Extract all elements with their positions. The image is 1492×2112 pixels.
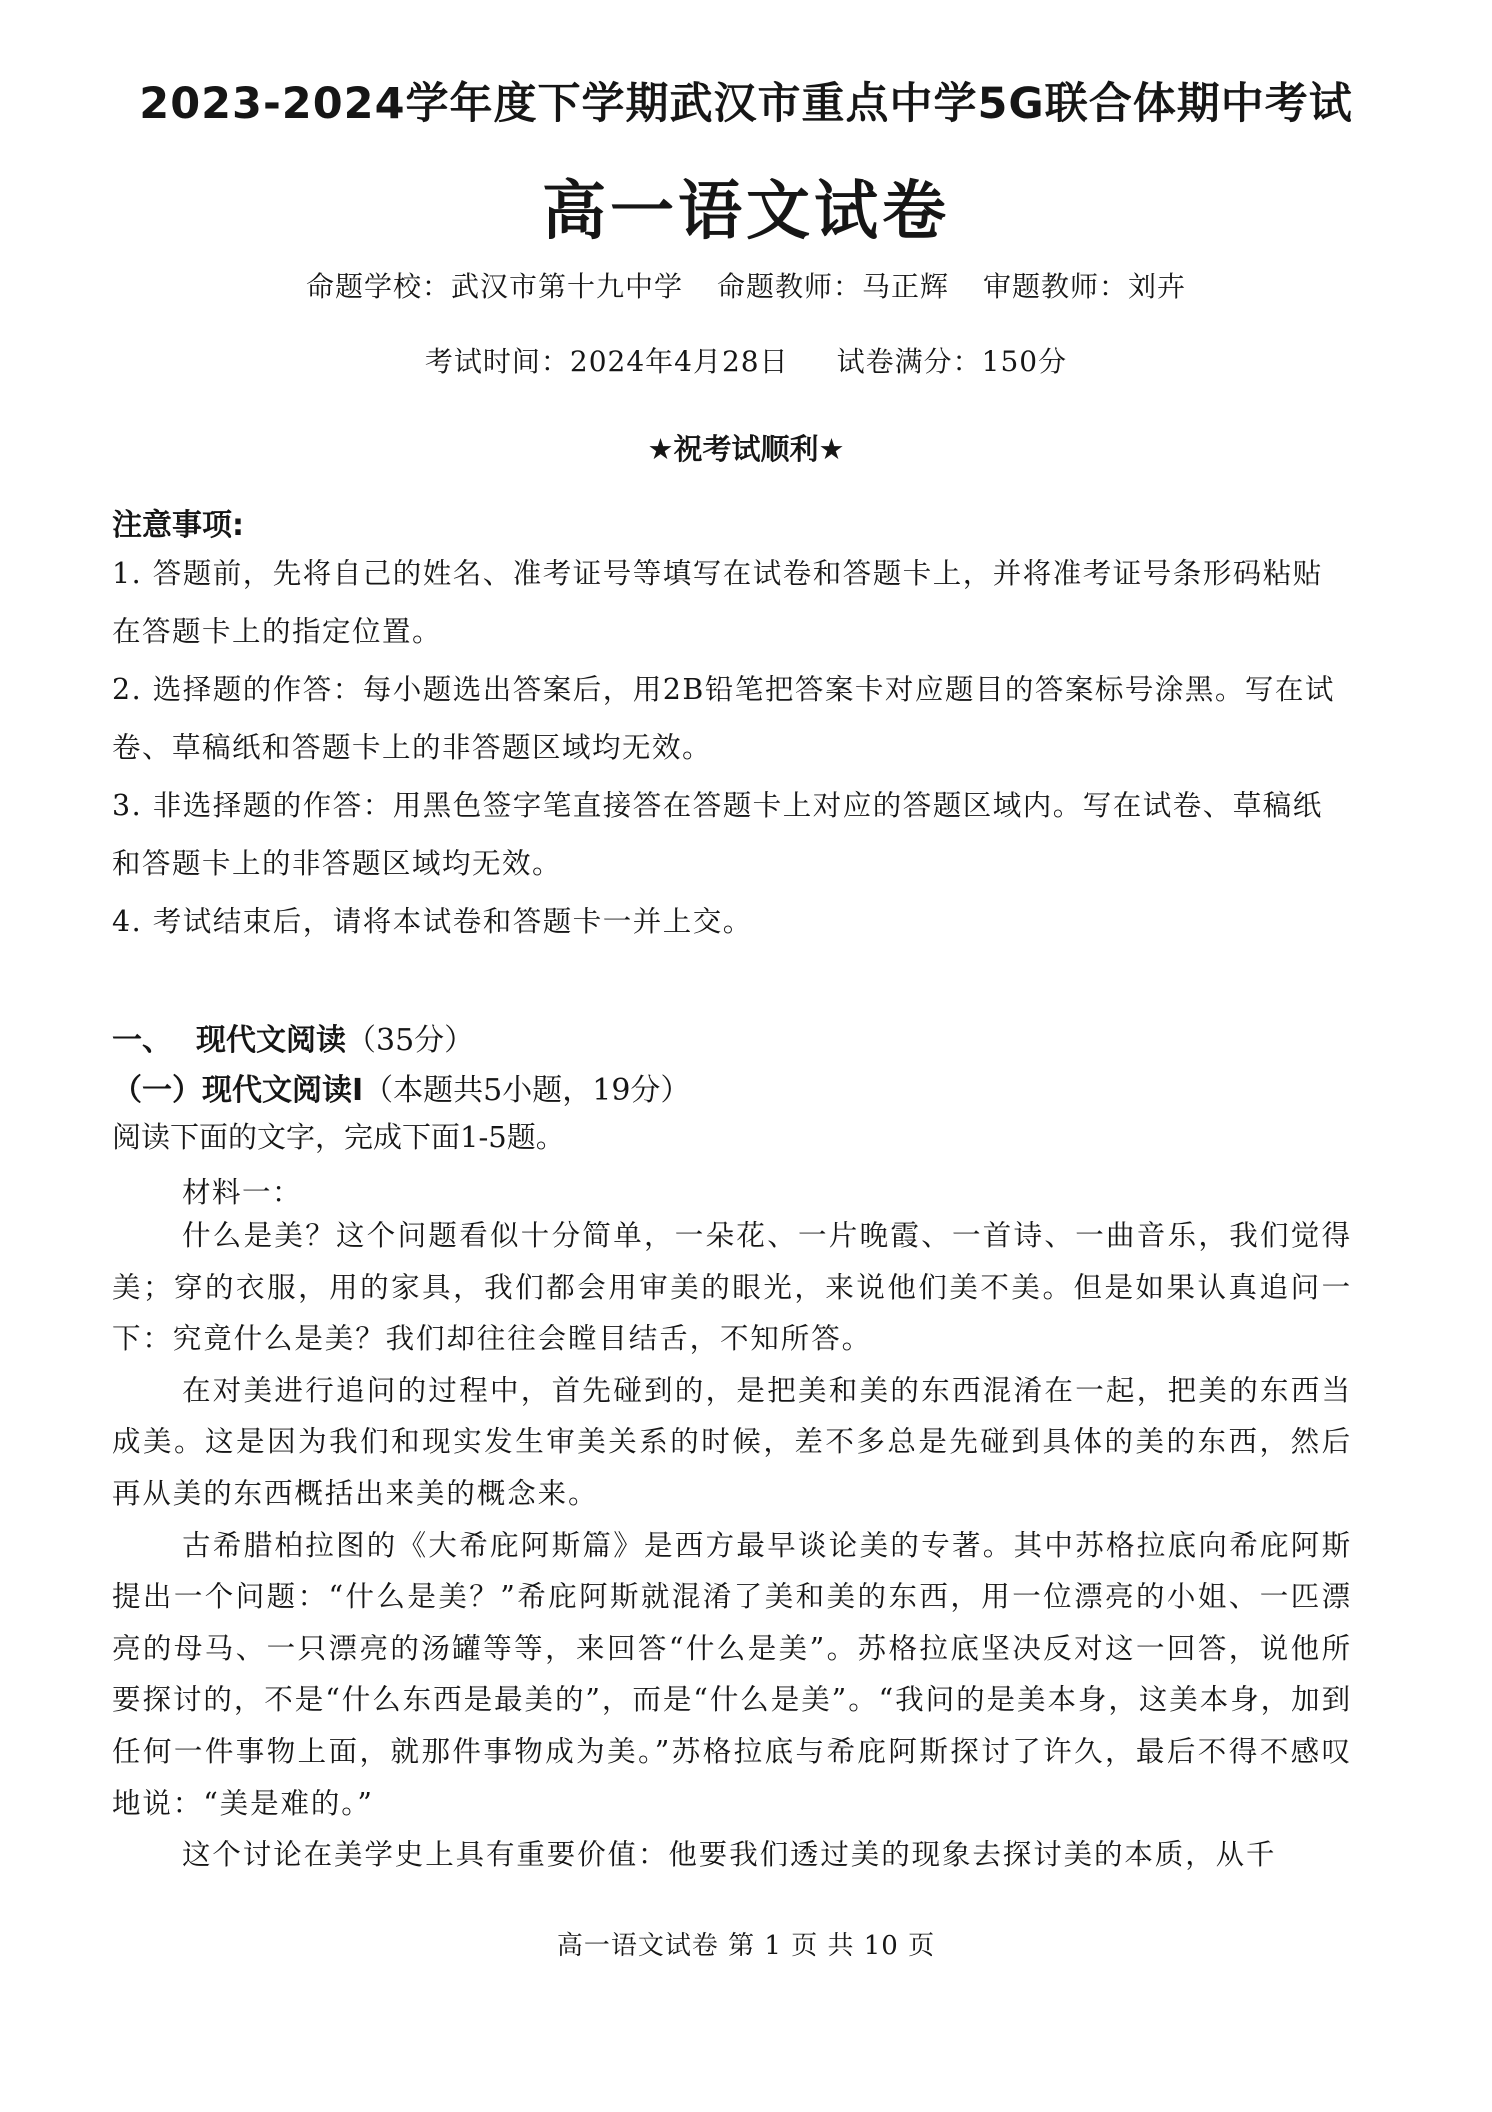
- good-luck-banner: ★祝考试顺利★: [647, 432, 845, 466]
- section-title: 现代文阅读: [196, 1023, 346, 1058]
- section-heading-modern-reading: [112, 1015, 474, 1059]
- passage-paragraph: 在对美进行追问的过程中，首先碰到的，是把美和美的东西混淆在一起，把美的东西当成美。这是因为我们和现实发生审美关系的时候，差不多总是先碰到具体的美的东西，然后再从美的东西概括出来美的概念来。: [112, 1373, 1352, 1510]
- passage-paragraph: 什么是美？这个问题看似十分简单，一朵花、一片晚霞、一首诗、一曲音乐，我们觉得美；穿的衣服，用的家具，我们都会用审美的眼光，来说他们美不美。但是如果认真追问一下：究竟什么是美？我们却往往会瞠目结舌，不知所答。: [112, 1219, 1352, 1356]
- subsection-score: （本题共5小题，19分）: [363, 1073, 691, 1108]
- reviewer-label: 审题教师：刘卉: [983, 270, 1187, 303]
- exam-title: 2023-2024学年度下学期武汉市重点中学5G联合体期中考试: [139, 79, 1353, 129]
- page-footer: 高一语文试卷 第 1 页 共 10 页: [556, 1931, 936, 1961]
- material-label: 材料一：: [182, 1176, 303, 1209]
- subsection-title: （一）现代文阅读Ⅰ: [112, 1073, 364, 1108]
- reading-passage: [112, 1210, 1352, 1881]
- notice-heading: 注意事项:: [112, 508, 244, 543]
- section-number: 一、: [112, 1023, 172, 1058]
- setter-label: 命题教师：马正辉: [716, 270, 949, 303]
- passage-paragraph: 古希腊柏拉图的《大希庇阿斯篇》是西方最早谈论美的专著。其中苏格拉底向希庇阿斯提出一个问题：“什么是美？”希庇阿斯就混淆了美和美的东西，用一位漂亮的小姐、一匹漂亮的母马、一只漂亮的汤罐等等，来回答“什么是美”。苏格拉底坚决反对这一回答，说他所要探讨的，不是“什么东西是最美的”，而是“什么是美”。“我问的是美本身，这美本身，加到任何一件事物上面，就那件事物成为美。”苏格拉底与希庇阿斯探讨了许久，最后不得不感叹地说：“美是难的。”: [112, 1528, 1352, 1820]
- section-score: （35分）: [346, 1023, 475, 1058]
- paper-title: 高一语文试卷: [542, 175, 950, 249]
- full-score: 试卷满分：150分: [836, 345, 1068, 378]
- exam-info-line: [0, 340, 1492, 380]
- exam-time: 考试时间：2024年4月28日: [424, 345, 789, 378]
- school-label: 命题学校：武汉市第十九中学: [305, 270, 683, 303]
- notice-item: 2. 选择题的作答：每小题选出答案后，用2B铅笔把答案卡对应题目的答案标号涂黑。写在试卷、草稿纸和答题卡上的非答题区域均无效。: [112, 673, 1335, 764]
- notice-item: 4. 考试结束后，请将本试卷和答题卡一并上交。: [112, 905, 753, 938]
- reading-instruction: 阅读下面的文字，完成下面1-5题。: [112, 1120, 565, 1154]
- notice-list: [112, 545, 1352, 951]
- setter-info-line: [0, 265, 1492, 305]
- notice-item: 3. 非选择题的作答：用黑色签字笔直接答在答题卡上对应的答题区域内。写在试卷、草稿纸和答题卡上的非答题区域均无效。: [112, 789, 1323, 880]
- subsection-heading: [112, 1065, 690, 1109]
- passage-paragraph: 这个讨论在美学史上具有重要价值：他要我们透过美的现象去探讨美的本质，从千: [182, 1838, 1277, 1872]
- notice-item: 1. 答题前，先将自己的姓名、准考证号等填写在试卷和答题卡上，并将准考证号条形码粘贴在答题卡上的指定位置。: [112, 557, 1323, 648]
